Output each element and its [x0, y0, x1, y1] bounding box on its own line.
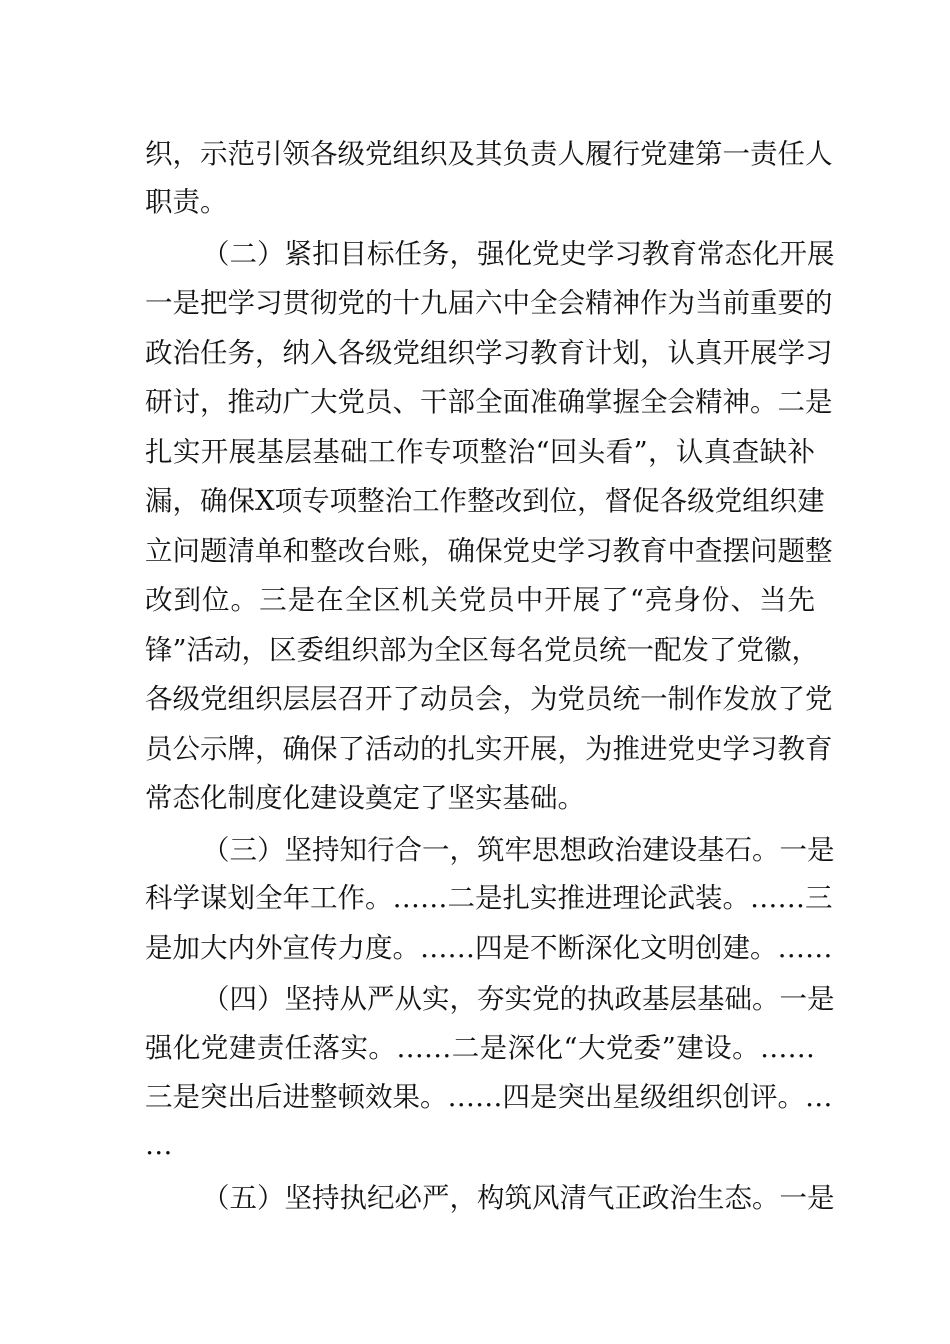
text-line: 扎实开展基层基础工作专项整治“回头看”，认真查缺补 — [145, 436, 815, 468]
section-heading-3: （三）坚持知行合一，筑牢思想政治建设基石。一是 — [202, 834, 835, 866]
text-line: 强化党建责任落实。……二是深化“大党委”建设。…… — [145, 1032, 815, 1064]
text-line: 锋”活动，区委组织部为全区每名党员统一配发了党徽， — [145, 634, 820, 666]
text-line: 是加大内外宣传力度。……四是不断深化文明创建。…… — [145, 932, 833, 964]
text-line: 常态化制度化建设奠定了坚实基础。 — [145, 782, 585, 814]
text-line: 漏，确保X项专项整治工作整改到位，督促各级党组织建 — [145, 485, 825, 517]
text-line: 各级党组织层层召开了动员会，为党员统一制作发放了党 — [145, 683, 833, 715]
text-line: 职责。 — [145, 186, 228, 218]
text-line: 织，示范引领各级党组织及其负责人履行党建第一责任人 — [145, 138, 833, 170]
section-heading-5: （五）坚持执纪必严，构筑风清气正政治生态。一是 — [202, 1182, 835, 1214]
text-line: 立问题清单和整改台账，确保党史学习教育中查摆问题整 — [145, 535, 833, 567]
text-line: 政治任务，纳入各级党组织学习教育计划，认真开展学习 — [145, 337, 833, 369]
text-line: 科学谋划全年工作。……二是扎实推进理论武装。……三 — [145, 882, 833, 914]
section-heading-2: （二）紧扣目标任务，强化党史学习教育常态化开展 — [202, 238, 835, 270]
text-line: 员公示牌，确保了活动的扎实开展，为推进党史学习教育 — [145, 733, 833, 765]
text-line: 研讨，推动广大党员、干部全面准确掌握全会精神。二是 — [145, 386, 833, 418]
text-line: 改到位。三是在全区机关党员中开展了“亮身份、当先 — [145, 584, 815, 616]
text-line: 三是突出后进整顿效果。……四是突出星级组织创评。… — [145, 1081, 833, 1113]
text-line: … — [145, 1129, 173, 1161]
section-heading-4: （四）坚持从严从实，夯实党的执政基层基础。一是 — [202, 983, 835, 1015]
text-line: 一是把学习贯彻党的十九届六中全会精神作为当前重要的 — [145, 287, 833, 319]
